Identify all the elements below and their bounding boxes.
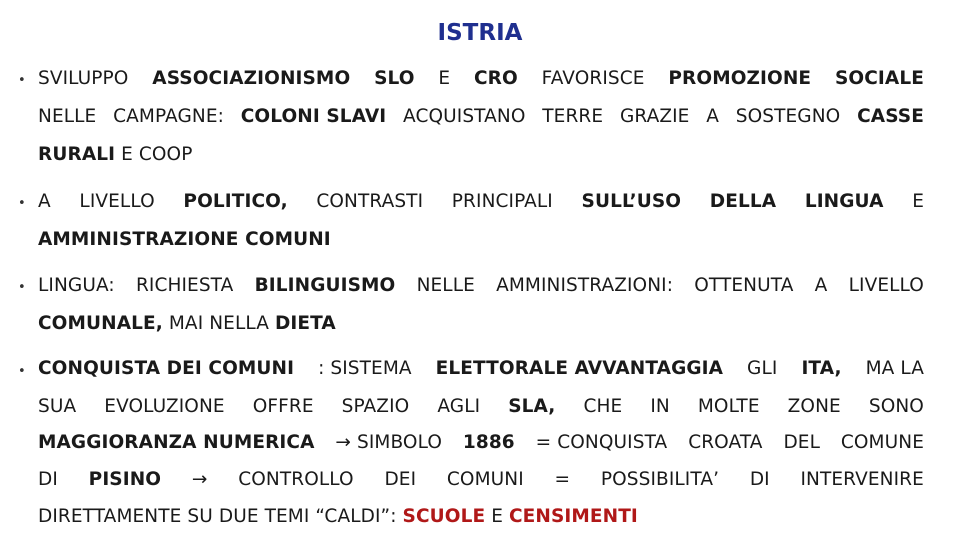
text: ASSOCIAZIONISMO <box>152 68 351 89</box>
text: DEI <box>384 469 417 490</box>
text: NELLE <box>416 275 475 296</box>
text: A <box>706 106 719 127</box>
text: PROMOZIONE <box>668 68 812 89</box>
bullet-marker: • <box>18 196 26 211</box>
bullet-4-line-4 <box>38 469 924 490</box>
text: DELLA <box>709 191 777 212</box>
bullet-4-line-2 <box>38 396 924 417</box>
text: CAMPAGNE: <box>113 106 224 127</box>
text: FAVORISCE <box>541 68 645 89</box>
text: COMUNE <box>840 432 924 453</box>
text: A <box>38 191 51 212</box>
text: PISINO <box>88 469 162 490</box>
text: = <box>554 469 571 490</box>
text: SCUOLE <box>402 506 486 527</box>
text: BILINGUISMO <box>254 275 396 296</box>
text: E <box>491 506 503 527</box>
text: → <box>191 469 208 490</box>
text: CRO <box>474 68 518 89</box>
text: COMUNALE, <box>38 313 163 334</box>
text: CONTRASTI <box>316 191 424 212</box>
text: PRINCIPALI <box>451 191 553 212</box>
text: AGLI <box>437 396 481 417</box>
text: EVOLUZIONE <box>104 396 225 417</box>
text: CONQUISTA DEI COMUNI <box>38 358 295 379</box>
text: CASSE <box>857 106 924 127</box>
text: OTTENUTA <box>694 275 794 296</box>
bullet-3-line-2 <box>38 313 336 334</box>
text: POSSIBILITA’ <box>600 469 720 490</box>
text: SVILUPPO <box>38 68 129 89</box>
bullet-1-line-1 <box>38 68 924 89</box>
text: SLO <box>374 68 415 89</box>
text: MAGGIORANZA NUMERICA <box>38 432 315 453</box>
text: COLONI SLAVI <box>240 106 387 127</box>
text: : SISTEMA <box>318 358 412 379</box>
text: TERRE <box>542 106 604 127</box>
text: SONO <box>868 396 924 417</box>
text: DIETA <box>274 313 336 334</box>
text: RICHIESTA <box>135 275 234 296</box>
text: DIRETTAMENTE SU DUE TEMI “CALDI”: <box>38 506 397 527</box>
text: RURALI <box>38 144 116 165</box>
text: E COOP <box>121 144 193 165</box>
text: LIVELLO <box>848 275 924 296</box>
bullet-2-line-2 <box>38 229 331 250</box>
text: LIVELLO <box>79 191 155 212</box>
slide-title: ISTRIA <box>437 20 523 46</box>
bullet-3-line-1 <box>38 275 924 296</box>
text: CONTROLLO <box>238 469 354 490</box>
text: SULL’USO <box>581 191 682 212</box>
text: DI <box>749 469 770 490</box>
text: MA LA <box>865 358 924 379</box>
text: DEL <box>783 432 820 453</box>
text: NELLE <box>38 106 97 127</box>
bullet-4-line-1 <box>38 358 924 379</box>
text: INTERVENIRE <box>800 469 924 490</box>
text: OFFRE <box>252 396 314 417</box>
text: IN <box>650 396 670 417</box>
text: SUA <box>38 396 77 417</box>
text: → SIMBOLO <box>335 432 442 453</box>
text: SLA, <box>508 396 556 417</box>
text: ITA, <box>801 358 842 379</box>
text: SOCIALE <box>834 68 924 89</box>
text: E <box>438 68 451 89</box>
text: SPAZIO <box>341 396 410 417</box>
text: COMUNI <box>446 469 524 490</box>
text: GLI <box>747 358 778 379</box>
bullet-4-line-3 <box>38 432 924 453</box>
bullet-marker: • <box>18 280 26 295</box>
bullet-2-line-1 <box>38 191 924 212</box>
text: POLITICO, <box>183 191 288 212</box>
text: LINGUA: <box>38 275 115 296</box>
text: = CONQUISTA <box>535 432 668 453</box>
text: CHE <box>583 396 623 417</box>
bullet-marker: • <box>18 73 26 88</box>
text: MAI NELLA <box>168 313 269 334</box>
text: AMMINISTRAZIONE COMUNI <box>38 229 331 250</box>
text: 1886 <box>462 432 515 453</box>
text: MOLTE <box>697 396 760 417</box>
bullet-1-line-3 <box>38 144 192 165</box>
text: E <box>912 191 924 212</box>
text: CROATA <box>688 432 763 453</box>
text: AMMINISTRAZIONI: <box>496 275 674 296</box>
text: ACQUISTANO <box>403 106 526 127</box>
text: ZONE <box>787 396 841 417</box>
bullet-marker: • <box>18 364 26 379</box>
bullet-1-line-2 <box>38 106 924 127</box>
text: LINGUA <box>804 191 884 212</box>
text: ELETTORALE AVVANTAGGIA <box>435 358 724 379</box>
text: GRAZIE <box>619 106 690 127</box>
text: A <box>814 275 828 296</box>
text: DI <box>38 469 58 490</box>
text: SOSTEGNO <box>735 106 841 127</box>
text: CENSIMENTI <box>508 506 638 527</box>
bullet-4-line-5 <box>38 506 638 527</box>
